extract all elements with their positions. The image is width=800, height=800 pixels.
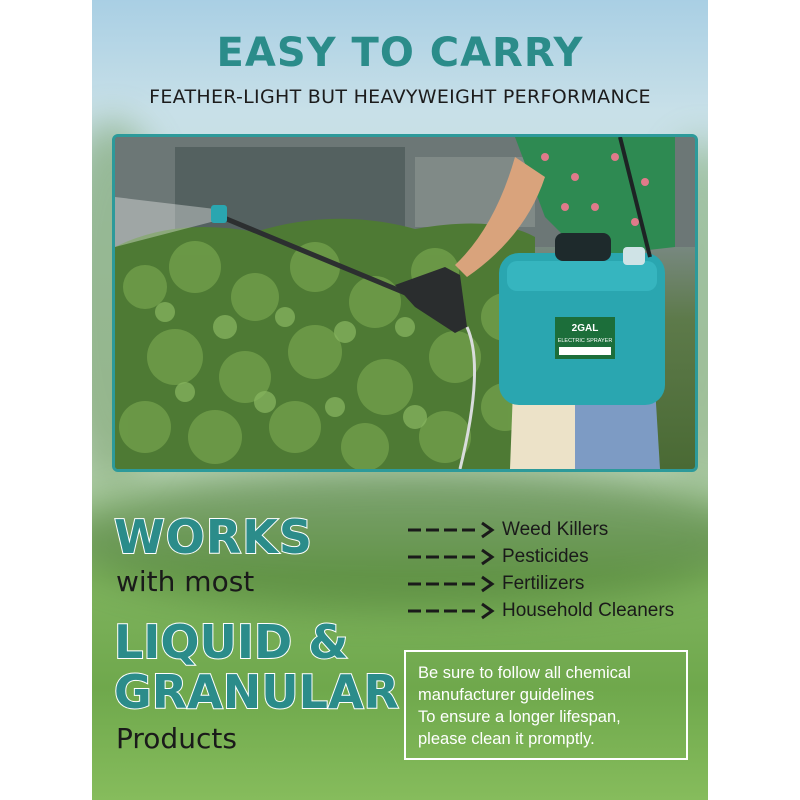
care-note-box	[404, 650, 688, 760]
use-item	[406, 570, 706, 597]
page-title: EASY TO CARRY	[216, 30, 584, 76]
works-heading: WORKS	[114, 510, 314, 564]
banner	[92, 0, 708, 800]
use-item	[406, 597, 706, 624]
care-note-line: To ensure a longer lifespan,	[418, 708, 621, 726]
granular-heading: GRANULAR	[114, 665, 399, 719]
dashed-arrow-icon	[406, 574, 498, 594]
uses-list	[406, 516, 706, 624]
tank-capacity-label: 2GAL	[571, 323, 599, 334]
use-item	[406, 516, 706, 543]
page-subtitle: FEATHER-LIGHT BUT HEAVYWEIGHT PERFORMANCE	[149, 86, 651, 108]
products-text: Products	[116, 722, 237, 755]
use-item-label: Fertilizers	[502, 572, 585, 594]
care-note-line: please clean it promptly.	[418, 730, 595, 748]
liquid-heading: LIQUID &	[114, 615, 349, 669]
sprayer-illustration	[115, 137, 695, 469]
care-note-line: Be sure to follow all chemical	[418, 664, 631, 682]
dashed-arrow-icon	[406, 520, 498, 540]
use-item	[406, 543, 706, 570]
dashed-arrow-icon	[406, 601, 498, 621]
product-photo	[112, 134, 698, 472]
care-note-line: manufacturer guidelines	[418, 686, 595, 704]
dashed-arrow-icon	[406, 547, 498, 567]
use-item-label: Weed Killers	[502, 518, 609, 540]
use-item-label: Household Cleaners	[502, 599, 675, 621]
use-item-label: Pesticides	[502, 545, 589, 567]
with-most-text: with most	[116, 565, 255, 598]
tank-name-label: ELECTRIC SPRAYER	[557, 338, 613, 344]
